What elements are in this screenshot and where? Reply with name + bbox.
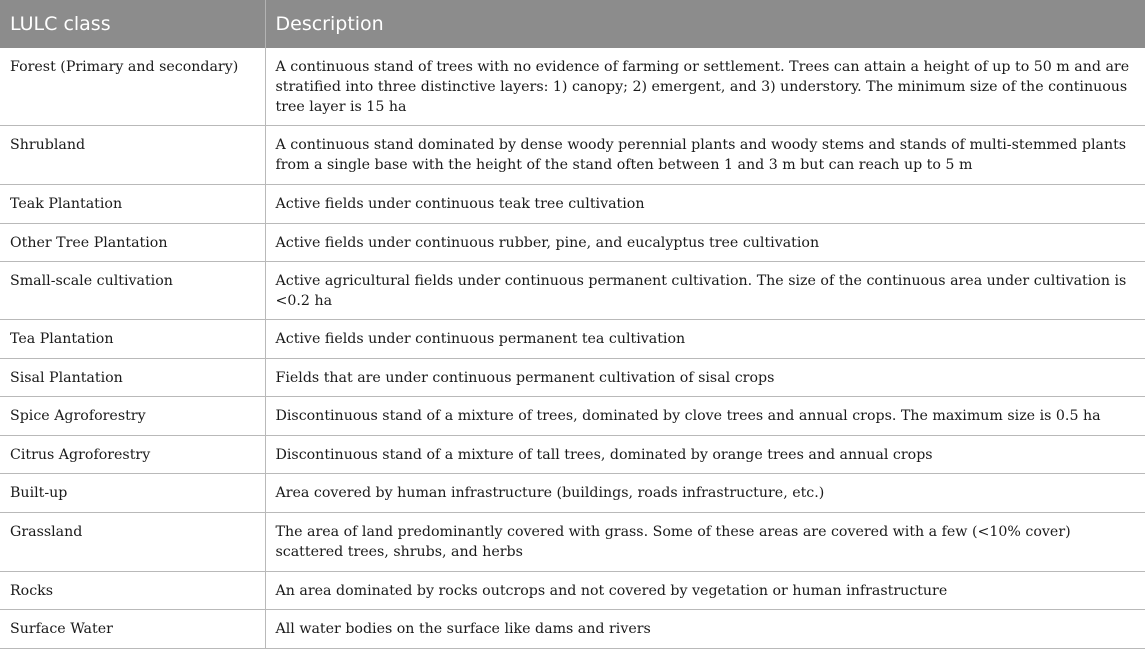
header-row [0,0,1145,48]
description-cell: Discontinuous stand of a mixture of tall trees, dominated by orange trees and annual crops [265,435,1145,474]
table-row [0,610,1145,649]
description-cell: Discontinuous stand of a mixture of trees, dominated by clove trees and annual crops. The maximum size is 0.5 ha [265,397,1145,436]
table-body [0,48,1145,648]
lulc-class-cell: Forest (Primary and secondary) [0,48,265,126]
description-cell: An area dominated by rocks outcrops and not covered by vegetation or human infrastructure [265,571,1145,610]
lulc-class-cell: Grassland [0,512,265,571]
table-row [0,126,1145,185]
table-row [0,223,1145,262]
lulc-class-cell: Citrus Agroforestry [0,435,265,474]
description-cell: Active fields under continuous permanent tea cultivation [265,320,1145,359]
lulc-class-cell: Sisal Plantation [0,358,265,397]
table-row [0,512,1145,571]
lulc-class-cell: Surface Water [0,610,265,649]
description-cell: A continuous stand dominated by dense woody perennial plants and woody stems and stands of multi-stemmed plants from a single base with the height of the stand often between 1 and 3 m but can reach up to 5 m [265,126,1145,185]
lulc-class-cell: Teak Plantation [0,185,265,224]
lulc-class-cell: Spice Agroforestry [0,397,265,436]
lulc-class-cell: Shrubland [0,126,265,185]
lulc-class-cell: Tea Plantation [0,320,265,359]
table-row [0,48,1145,126]
header-lulc-class: LULC class [0,0,265,48]
description-cell: Active agricultural fields under continuous permanent cultivation. The size of the continuous area under cultivation is <0.2 ha [265,262,1145,320]
table-row [0,320,1145,359]
lulc-class-cell: Small-scale cultivation [0,262,265,320]
lulc-class-cell: Rocks [0,571,265,610]
table-row [0,358,1145,397]
header-description: Description [265,0,1145,48]
table-row [0,397,1145,436]
table-row [0,474,1145,513]
description-cell: A continuous stand of trees with no evidence of farming or settlement. Trees can attain a height of up to 50 m and are stratified into three distinctive layers: 1) canopy; 2) emergent, and 3) understory. The minimum size of the continuous tree layer is 15 ha [265,48,1145,126]
table-row [0,435,1145,474]
description-cell: Active fields under continuous teak tree cultivation [265,185,1145,224]
description-cell: Fields that are under continuous permanent cultivation of sisal crops [265,358,1145,397]
description-cell: The area of land predominantly covered with grass. Some of these areas are covered with a few (<10% cover) scattered trees, shrubs, and herbs [265,512,1145,571]
description-cell: Active fields under continuous rubber, pine, and eucalyptus tree cultivation [265,223,1145,262]
description-cell: Area covered by human infrastructure (buildings, roads infrastructure, etc.) [265,474,1145,513]
table-row [0,185,1145,224]
lulc-class-cell: Built-up [0,474,265,513]
table-row [0,571,1145,610]
table-header [0,0,1145,48]
table-row [0,262,1145,320]
description-cell: All water bodies on the surface like dams and rivers [265,610,1145,649]
lulc-class-cell: Other Tree Plantation [0,223,265,262]
